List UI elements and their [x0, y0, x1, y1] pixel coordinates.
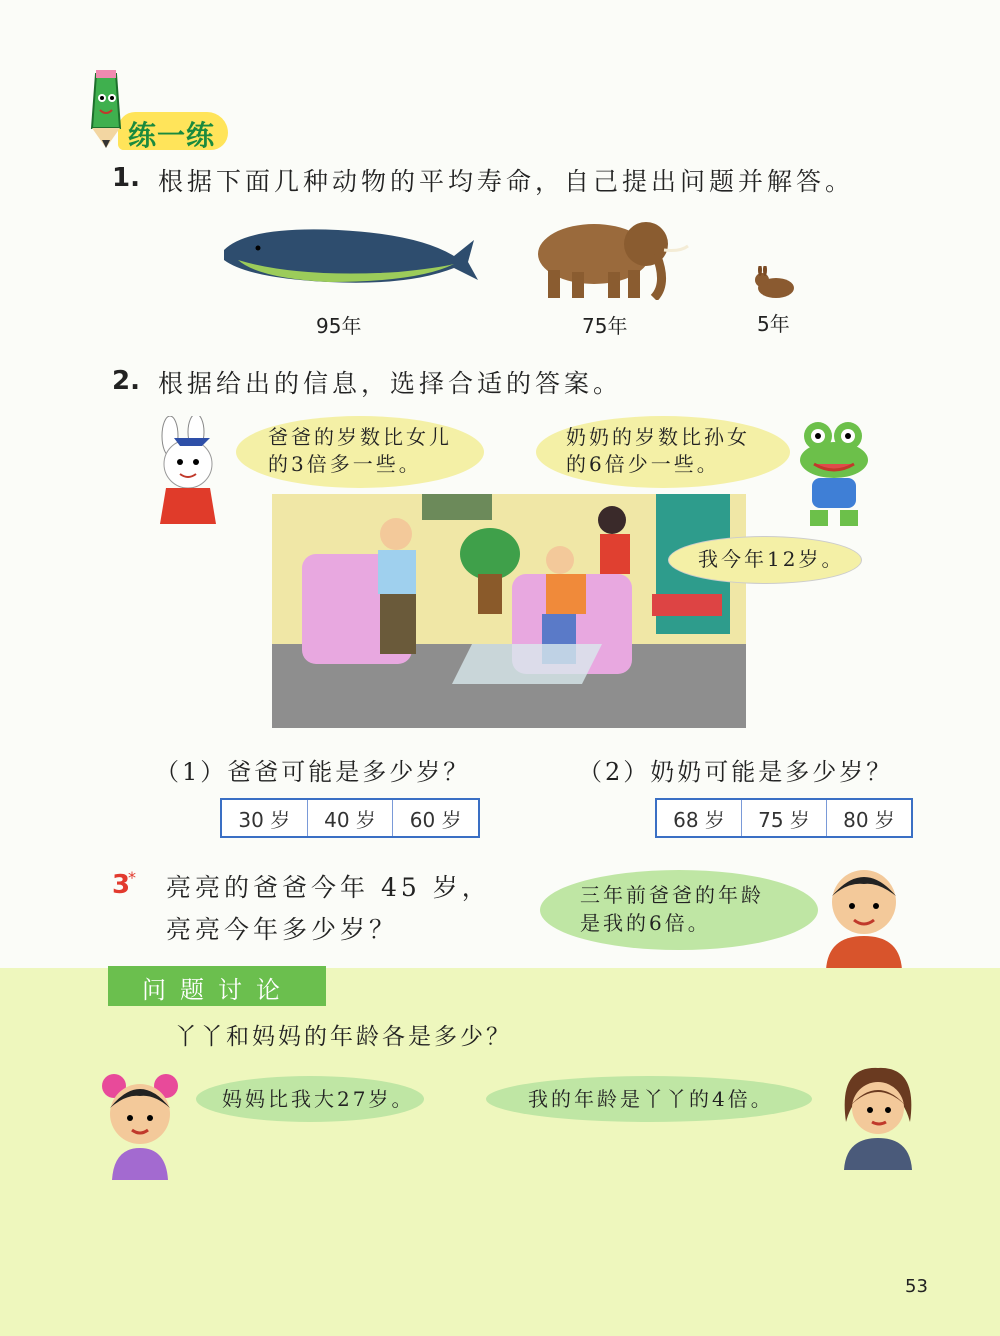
discussion-label: 问题讨论 — [142, 976, 294, 1004]
q2-sub2-option[interactable]: 80 岁 — [843, 807, 895, 832]
whale-lifespan: 95年 — [316, 314, 362, 338]
discussion-question: 丫丫和妈妈的年龄各是多少？ — [174, 1024, 512, 1050]
elephant-icon — [528, 214, 690, 300]
q3-line2: 亮亮今年多少岁？ — [166, 915, 399, 944]
whale-icon — [218, 220, 480, 290]
liangliang-boy-icon — [818, 862, 910, 970]
q3-number: 3 — [112, 870, 131, 900]
q2-sub2-option[interactable]: 68 岁 — [657, 800, 742, 836]
mom-character-icon — [832, 1062, 924, 1170]
pencil-mascot-icon — [82, 70, 130, 148]
grandma-hint-line1: 奶奶的岁数比孙女 — [566, 425, 750, 449]
q1-text: 根据下面几种动物的平均寿命，自己提出问题并解答。 — [158, 167, 855, 196]
girl-age-text: 我今年12岁。 — [698, 547, 845, 571]
header-title-box — [118, 112, 228, 150]
q2-sub1-option[interactable]: 30 岁 — [222, 800, 308, 836]
q2-sub1-option[interactable]: 60 岁 — [409, 807, 462, 832]
q1-number: 1. — [112, 163, 140, 193]
dad-hint-line1: 爸爸的岁数比女儿 — [268, 425, 452, 449]
rabbit-lifespan: 5年 — [757, 312, 790, 336]
header-title: 练一练 — [128, 119, 216, 152]
q2-sub2-text: （2）奶奶可能是多少岁？ — [578, 758, 894, 786]
q3-optional-mark: * — [128, 868, 136, 887]
dad-hint-line2: 的3倍多一些。 — [268, 452, 422, 476]
family-living-room-illustration — [272, 494, 746, 728]
q2-sub1-options — [220, 798, 480, 838]
liangliang-hint-line2: 是我的6倍。 — [580, 911, 711, 935]
q3-line1: 亮亮的爸爸今年 45 岁， — [166, 873, 491, 902]
yaya-girl-icon — [94, 1064, 186, 1180]
yaya-bubble-text: 妈妈比我大27岁。 — [222, 1087, 415, 1111]
liangliang-hint-line1: 三年前爸爸的年龄 — [580, 883, 764, 907]
mom-bubble-text: 我的年龄是丫丫的4倍。 — [528, 1087, 774, 1111]
q2-number: 2. — [112, 366, 140, 396]
rabbit-character-icon — [140, 416, 236, 528]
elephant-lifespan: 75年 — [582, 314, 628, 338]
q2-sub1-text: （1）爸爸可能是多少岁？ — [155, 758, 471, 786]
frog-character-icon — [790, 418, 880, 530]
page-number: 53 — [905, 1276, 928, 1297]
discussion-label-box — [108, 966, 326, 1006]
grandma-hint-line2: 的6倍少一些。 — [566, 452, 720, 476]
q2-text: 根据给出的信息，选择合适的答案。 — [158, 369, 623, 398]
q2-sub2-option[interactable]: 75 岁 — [742, 800, 827, 836]
q2-sub1-option[interactable]: 40 岁 — [308, 800, 394, 836]
q2-sub2-options — [655, 798, 913, 838]
rabbit-icon — [752, 266, 798, 298]
